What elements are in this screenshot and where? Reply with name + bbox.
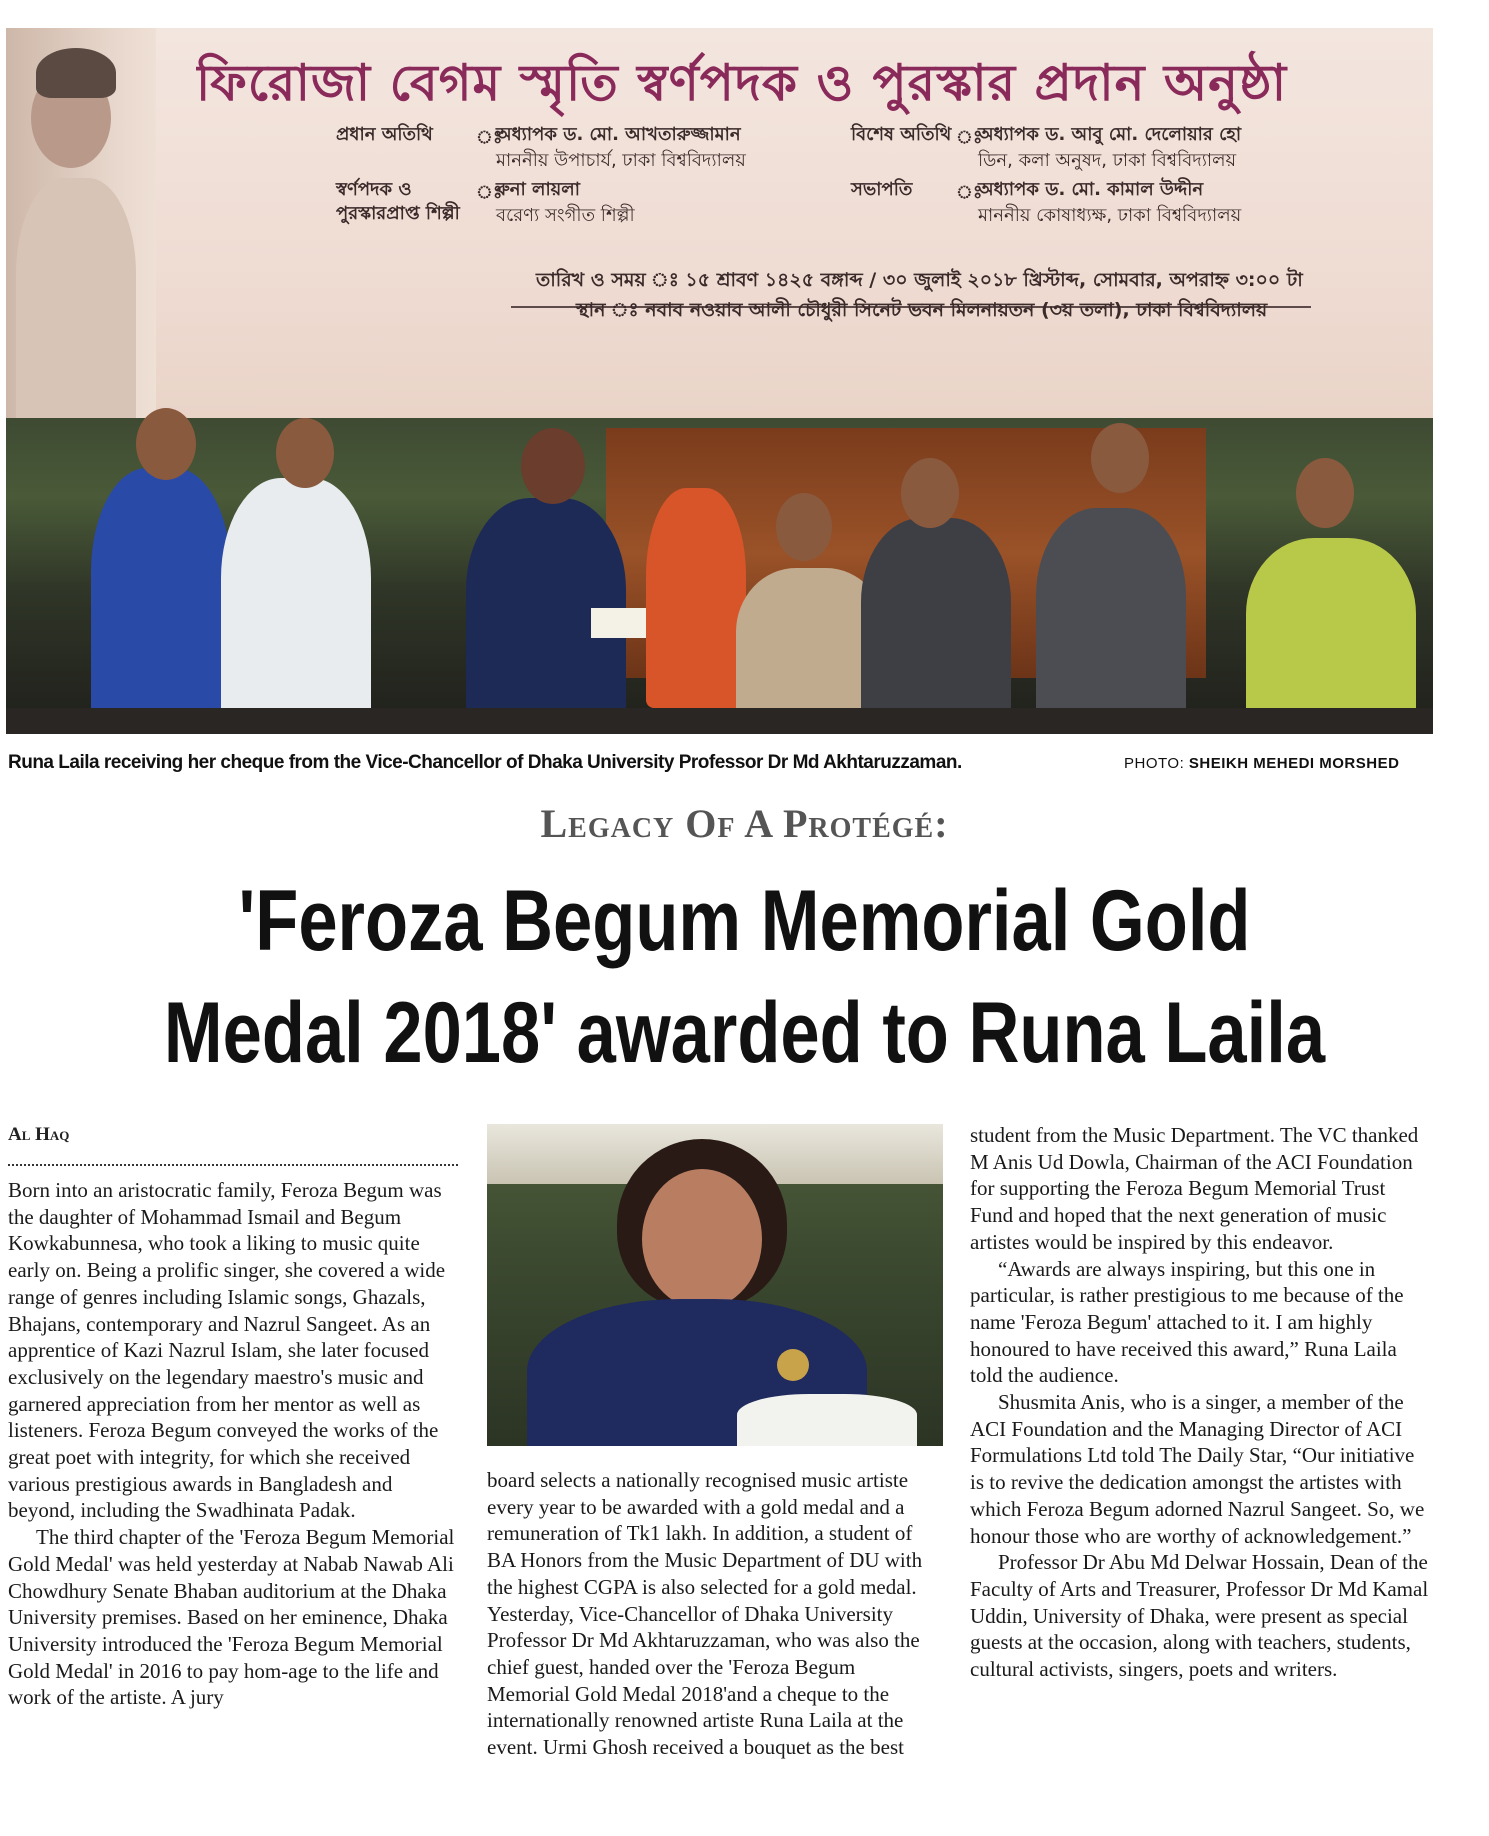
banner-chief-guest-title: মাননীয় উপাচার্য, ঢাকা বিশ্ববিদ্যালয় [496, 150, 746, 171]
headline-line-1: 'Feroza Begum Memorial Gold [238, 873, 1251, 969]
banner-chief-guest-name: অধ্যাপক ড. মো. আখতারুজ্জামান [496, 124, 741, 145]
photo-caption: Runa Laila receiving her cheque from the Vice-Chancellor of Dhaka University Professor Dr Md Akhtaruzzaman. [8, 752, 962, 773]
banner-awardee-name: রুনা লায়লা [496, 179, 580, 200]
person-head [276, 418, 334, 488]
headline-line-2: Medal 2018' awarded to Runa Laila [163, 985, 1326, 1081]
person-white-shirt [221, 478, 371, 728]
photo-credit [1124, 755, 1399, 772]
inset-photo-runa-laila [487, 1124, 943, 1446]
banner-chief-guest-label: প্রধান অতিথি [336, 124, 433, 145]
banner-awardee-label-2: পুরস্কারপ্রাপ্ত শিল্পী [336, 203, 460, 224]
event-banner [6, 28, 1433, 418]
person-head [136, 408, 196, 480]
article-column-3 [970, 1122, 1430, 1683]
person-head [901, 458, 959, 528]
person-head [1091, 423, 1149, 493]
banner-separator: ঃ [956, 127, 983, 148]
event-photo [6, 28, 1433, 734]
inset-flowers [737, 1394, 917, 1446]
banner-separator: ঃ [956, 182, 983, 203]
banner-title: ফিরোজা বেগম স্মৃতি স্বর্ণপদক ও পুরস্কার প্রদান অনুষ্ঠা [196, 54, 1288, 112]
person-head [521, 428, 585, 504]
paragraph: Born into an aristocratic family, Feroza Begum was the daughter of Mohammad Ismail and Begum Kowkabunnesa, who took a liking to music quite early on. Being a prolific singer, she covered a wide range of genres including Islamic songs, Ghazals, Bhajans, contemporary and Nazrul Sangeet. As an apprentice of Kazi Nazrul Islam, she later focused exclusively on the legendary maestro's music and garnered appreciation from her mentor as well as listeners. Feroza Begum conveyed the works of the great poet with integrity, for which she received various prestigious awards in Bangladesh and beyond, including the Swadhinata Padak. [8, 1178, 446, 1523]
person-dark-suit [861, 518, 1011, 728]
banner-venue: স্থান ঃ নবাব নওয়াব আলী চৌধুরী সিনেট ভবন মিলনায়তন (৩য় তলা), ঢাকা বিশ্ববিদ্যালয় [576, 299, 1268, 321]
person-head [776, 493, 832, 561]
banner-chair-name: অধ্যাপক ড. মো. কামাল উদ্দীন [978, 179, 1204, 200]
cheque [591, 608, 646, 638]
gold-medal [777, 1349, 809, 1381]
paragraph: board selects a nationally recognised music artiste every year to be awarded with a gold medal and a remuneration of Tk1 lakh. In addition, a student of BA Honors from the Music Department of DU with the highest CGPA is also selected for a gold medal. Yesterday, Vice-Chancellor of Dhaka University Professor Dr Md Akhtaruzzaman, who was also the chief guest, handed over the 'Feroza Begum Memorial Gold Medal 2018'and a cheque to the internationally renowned artiste Runa Laila at the event. Urmi Ghosh received a bouquet as the best [487, 1468, 923, 1760]
paragraph: Professor Dr Abu Md Delwar Hossain, Dean of the Faculty of Arts and Treasurer, Professor Dr Md Kamal Uddin, University of Dhaka, were present as special guests at the occasion, along with teachers, students, cultural activists, singers, poets and writers. [970, 1550, 1429, 1682]
banner-special-guest-label: বিশেষ অতিথি [851, 124, 952, 145]
banner-chair-label: সভাপতি [851, 179, 913, 200]
paragraph: “Awards are always inspiring, but this one in particular, is rather prestigious to me because of the name 'Feroza Begum' attached to it. I am highly honoured to have received this award,” Runa Laila told the audience. [970, 1256, 1404, 1388]
banner-special-guest-title: ডিন, কলা অনুষদ, ঢাকা বিশ্ববিদ্যালয় [978, 150, 1237, 171]
photo-credit-label: PHOTO: [1124, 755, 1185, 772]
banner-datetime: তারিখ ও সময় ঃ ১৫ শ্রাবণ ১৪২৫ বঙ্গাব্দ / ৩০ জুলাই ২০১৮ খ্রিস্টাব্দ, সোমবার, অপরাহ্ন ৩:০০ টা [536, 269, 1303, 291]
banner-awardee-label-1: স্বর্ণপদক ও [336, 179, 412, 200]
banner-separator: ঃ [476, 182, 503, 203]
paragraph: Shusmita Anis, who is a singer, a member of the ACI Foundation and the Managing Director of ACI Formulations Ltd told The Daily Star, “Our initiative is to revive the dedication amongst the artistes with which Feroza Begum adorned Nazrul Sangeet. So, we honour those who are worthy of acknowledgement.” [970, 1390, 1425, 1548]
kicker: Legacy Of A Protégé: [540, 801, 949, 846]
article-column-2 [487, 1467, 937, 1761]
byline-divider [8, 1164, 458, 1166]
person-head [1296, 458, 1354, 528]
stage-table [6, 708, 1433, 734]
article-column-1 [8, 1177, 463, 1711]
banner-portrait [6, 28, 156, 418]
banner-chair-title: মাননীয় কোষাধ্যক্ষ, ঢাকা বিশ্ববিদ্যালয় [978, 205, 1242, 226]
photo-credit-name: SHEIKH MEHEDI MORSHED [1188, 755, 1400, 772]
banner-special-guest-name: অধ্যাপক ড. আবু মো. দেলোয়ার হো [978, 124, 1242, 145]
paragraph: The third chapter of the 'Feroza Begum Memorial Gold Medal' was held yesterday at Nabab Nawab Ali Chowdhury Senate Bhaban auditorium at the Dhaka University premises. Based on her eminence, Dhaka University introduced the 'Feroza Begum Memorial Gold Medal' in 2016 to pay hom-age to the life and work of the artiste. A jury [8, 1525, 455, 1710]
byline: Al Haq [8, 1124, 70, 1145]
person-orange-scarf [646, 488, 746, 708]
banner-awardee-title: বরেণ্য সংগীত শিল্পী [496, 205, 635, 226]
person-blue-shirt [91, 468, 231, 728]
person-grey-suit [1036, 508, 1186, 728]
person-green-saree [1246, 538, 1416, 728]
paragraph: student from the Music Department. The VC thanked M Anis Ud Dowla, Chairman of the ACI Foundation for supporting the Feroza Begum Memorial Trust Fund and hoped that the next generation of music artistes would be inspired by this endeavor. [970, 1123, 1419, 1254]
banner-separator: ঃ [476, 127, 503, 148]
inset-face [642, 1169, 762, 1309]
